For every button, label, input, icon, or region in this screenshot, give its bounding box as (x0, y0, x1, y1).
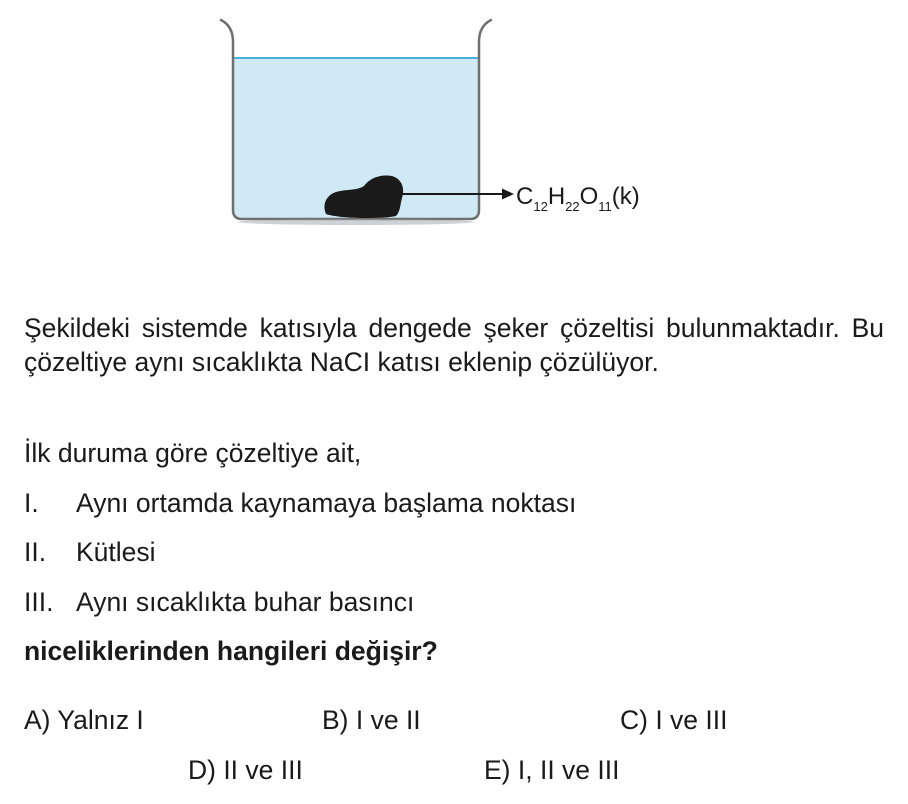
statement-number: I. (24, 488, 39, 518)
statement-text: Aynı ortamda kaynamaya başlama noktası (76, 488, 577, 518)
label-arrow-head (502, 189, 514, 200)
statement-text: Aynı sıcaklıkta buhar basıncı (76, 587, 415, 617)
formula-o: O (579, 183, 599, 210)
beaker-bottom-shadow (238, 219, 474, 225)
formula-state: (k) (611, 183, 640, 210)
statement-item-3 (24, 585, 414, 619)
question-stem: Şekildeki sistemde katısıyla dengede şeker çözeltisi bulunmaktadır. Bu çözeltiye aynı sıcaklıkta NaCI katısı eklenip çözülüyor. (24, 313, 884, 377)
statement-number: III. (24, 587, 54, 617)
statement-text: Kütlesi (76, 537, 156, 567)
option-c[interactable]: C) I ve III (620, 705, 728, 735)
formula-h: H (547, 183, 566, 210)
sugar-formula-label (516, 183, 640, 214)
option-a[interactable]: A) Yalnız I (24, 705, 144, 735)
statement-number: II. (24, 537, 47, 567)
option-d[interactable]: D) II ve III (188, 755, 303, 785)
formula-c-subscript: 12 (533, 199, 548, 214)
formula-c: C (516, 183, 534, 210)
statement-item-1 (24, 486, 576, 520)
statement-item-2 (24, 535, 156, 569)
beaker-figure (0, 0, 908, 260)
option-e[interactable]: E) I, II ve III (484, 755, 620, 785)
question-intro: İlk duruma göre çözeltiye ait, (24, 438, 362, 468)
question-prompt: niceliklerinden hangileri değişir? (24, 636, 438, 666)
option-b[interactable]: B) I ve II (322, 705, 421, 735)
formula-h-subscript: 22 (565, 199, 580, 214)
formula-o-subscript: 11 (598, 199, 612, 214)
